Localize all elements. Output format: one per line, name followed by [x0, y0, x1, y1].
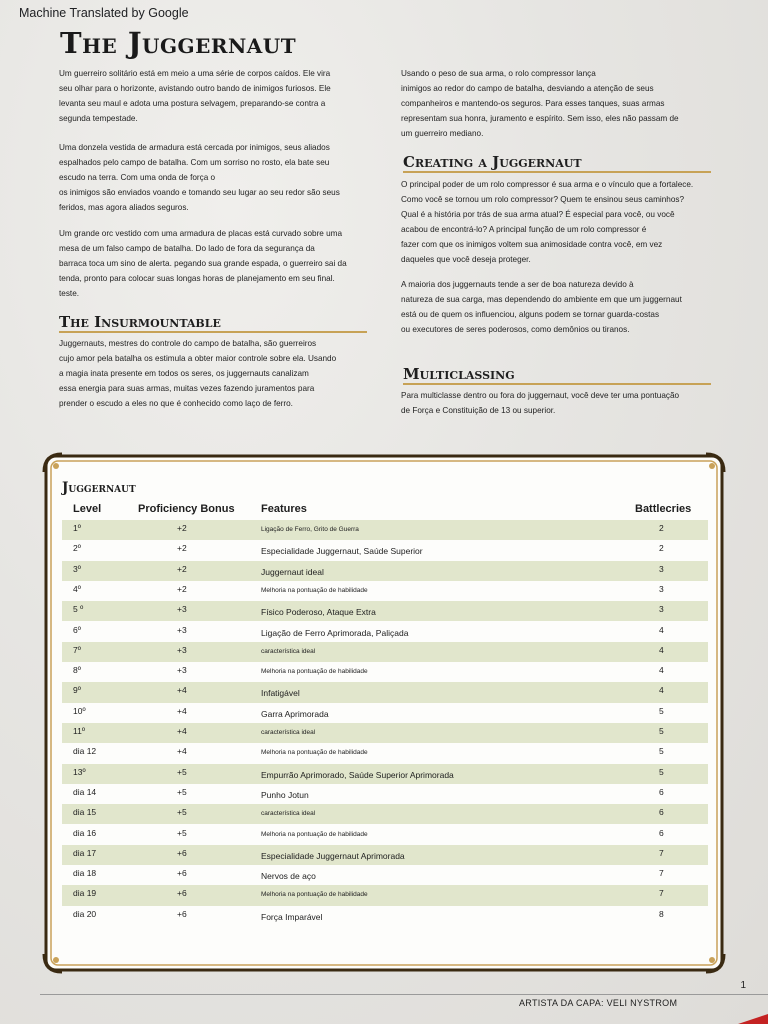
table-row — [62, 784, 708, 804]
row-level: 3º — [73, 563, 81, 574]
row-proficiency: +5 — [177, 786, 187, 797]
creating-heading: Creating a Juggernaut — [403, 153, 582, 171]
row-level: 9º — [73, 685, 81, 696]
table-row — [62, 581, 708, 601]
row-features: Nervos de aço — [261, 871, 316, 882]
cover-artist-credit: ARTISTA DA CAPA: VELI NYSTROM — [519, 998, 678, 1008]
intro-paragraph-2 — [59, 140, 379, 215]
table-row — [62, 601, 708, 621]
page-number: 1 — [740, 980, 746, 991]
insurmountable-heading: The Insurmountable — [59, 313, 221, 331]
header-level: Level — [73, 503, 102, 515]
intro-paragraph-3 — [59, 226, 379, 301]
row-level: 6º — [73, 624, 81, 635]
table-row — [62, 906, 708, 926]
row-features: Ligação de Ferro, Grito de Guerra — [261, 526, 359, 533]
row-proficiency: +5 — [177, 827, 187, 838]
row-features: Especialidade Juggernaut Aprimorada — [261, 850, 405, 861]
row-proficiency: +2 — [177, 563, 187, 574]
row-proficiency: +6 — [177, 868, 187, 879]
multiclassing-text: Para multiclasse dentro ou fora do juggernaut, você deve ter uma pontuação de Força e Constituição de 13 ou superior. — [401, 391, 680, 415]
table-row — [62, 703, 708, 723]
table-row — [62, 682, 708, 702]
table-row — [62, 885, 708, 905]
row-battlecries: 4 — [659, 665, 664, 676]
row-level: dia 19 — [73, 888, 97, 899]
row-features: Melhoria na pontuação de habilidade — [261, 668, 368, 676]
row-battlecries: 5 — [659, 705, 664, 716]
row-battlecries: 4 — [659, 644, 664, 655]
row-proficiency: +2 — [177, 523, 187, 533]
table-row — [62, 865, 708, 885]
row-features: Juggernaut ideal — [261, 566, 324, 577]
row-proficiency: +2 — [177, 583, 187, 594]
table-row — [62, 743, 708, 763]
table-row — [62, 622, 708, 642]
row-battlecries: 7 — [659, 888, 664, 899]
row-proficiency: +6 — [177, 847, 187, 858]
row-proficiency: +5 — [177, 807, 187, 818]
right-intro-paragraph — [401, 66, 721, 141]
row-proficiency: +2 — [177, 543, 187, 554]
row-battlecries: 5 — [659, 766, 664, 777]
row-features: característica ideal — [261, 729, 316, 736]
table-title: Juggernaut — [62, 480, 136, 496]
creating-paragraph-2 — [401, 277, 721, 337]
header-proficiency: Proficiency Bonus — [138, 503, 235, 515]
row-battlecries: 3 — [659, 604, 664, 615]
row-battlecries: 6 — [659, 827, 664, 838]
row-proficiency: +4 — [177, 746, 187, 757]
table-row — [62, 845, 708, 865]
row-battlecries: 6 — [659, 807, 664, 818]
table-row — [62, 825, 708, 845]
row-features: Ligação de Ferro Aprimorada, Paliçada — [261, 627, 409, 638]
row-battlecries: 4 — [659, 624, 664, 635]
row-level: 10º — [73, 705, 86, 716]
table-row — [62, 804, 708, 824]
row-features: Melhoria na pontuação de habilidade — [261, 830, 368, 838]
heading-rule — [403, 171, 711, 173]
table-row — [62, 764, 708, 784]
intro-text-3: Um grande orc vestido com uma armadura de placas está curvado sobre uma mesa de um falso campo de batalha. Do lado de fora da segurança da barraca toca um sino de alerta. pegando sua grande espada, o guerreiro sai da tenda, pronto para colocar suas longas horas de planejamento em seu final. teste. — [59, 229, 347, 298]
row-level: dia 16 — [73, 827, 97, 838]
row-battlecries: 6 — [659, 786, 664, 797]
intro-text-1: Um guerreiro solitário está em meio a uma série de corpos caídos. Ele vira seu olhar para o horizonte, avistando outro bando de inimigos furiosos. Ele levanta seu maul e adota uma postura selvagem, preparando-se contra a segunda tempestade. — [59, 69, 331, 123]
machine-translated-banner: Machine Translated by Google — [19, 6, 189, 20]
multiclassing-heading: Multiclassing — [403, 365, 515, 383]
row-level: dia 12 — [73, 746, 97, 757]
row-battlecries: 4 — [659, 685, 664, 696]
row-level: dia 14 — [73, 786, 97, 797]
row-level: 7º — [73, 644, 81, 655]
row-level: dia 18 — [73, 868, 97, 879]
row-proficiency: +4 — [177, 705, 187, 716]
corner-accent — [738, 1014, 768, 1024]
row-level: 5 º — [73, 604, 84, 615]
row-features: característica ideal — [261, 810, 316, 818]
row-level: 4º — [73, 583, 81, 594]
row-battlecries: 3 — [659, 583, 664, 594]
row-proficiency: +4 — [177, 726, 187, 736]
row-proficiency: +4 — [177, 685, 187, 696]
row-level: 11º — [73, 726, 85, 736]
table-row — [62, 520, 708, 540]
table-row — [62, 561, 708, 581]
right-intro-text: Usando o peso de sua arma, o rolo compressor lança inimigos ao redor do campo de batalha, desviando a atenção de seus companheiros e mantendo-os seguros. Para esses tanques, suas armas representam sua honra, juramento e espírito. Sem isso, eles não passam de um guerreiro mediano. — [401, 69, 679, 138]
row-level: dia 15 — [73, 807, 97, 818]
table-row — [62, 662, 708, 682]
row-proficiency: +3 — [177, 604, 187, 615]
row-proficiency: +6 — [177, 908, 187, 919]
heading-rule — [59, 331, 367, 333]
row-battlecries: 2 — [659, 523, 664, 533]
header-battlecries: Battlecries — [635, 503, 692, 515]
row-proficiency: +3 — [177, 665, 187, 676]
creating-paragraph-1 — [401, 177, 721, 267]
row-battlecries: 8 — [659, 908, 664, 919]
row-battlecries: 5 — [659, 746, 664, 757]
row-proficiency: +3 — [177, 644, 187, 655]
header-features: Features — [261, 503, 307, 515]
row-proficiency: +6 — [177, 888, 187, 899]
row-proficiency: +3 — [177, 624, 187, 635]
multiclassing-paragraph — [401, 388, 721, 418]
row-level: 1º — [73, 523, 81, 533]
row-level: 2º — [73, 543, 81, 554]
row-features: Melhoria na pontuação de habilidade — [261, 749, 368, 757]
row-features: Infatigável — [261, 688, 300, 699]
row-level: dia 20 — [73, 908, 97, 919]
row-features: característica ideal — [261, 647, 316, 655]
row-battlecries: 7 — [659, 868, 664, 879]
footer-rule — [40, 994, 768, 995]
row-features: Melhoria na pontuação de habilidade — [261, 586, 368, 594]
row-proficiency: +5 — [177, 766, 187, 777]
row-features: Garra Aprimorada — [261, 708, 329, 719]
row-features: Força Imparável — [261, 911, 323, 922]
row-battlecries: 2 — [659, 543, 664, 554]
insurmountable-text: Juggernauts, mestres do controle do campo de batalha, são guerreiros cujo amor pela batalha os estimula a obter maior controle sobre ela. Usando a magia inata presente em todos os seres, os juggernauts canalizam essa energia para suas armas, muitas vezes fazendo juramentos para prender o escudo a eles no que é conhecido como laço de ferro. — [59, 339, 337, 408]
creating-text-2: A maioria dos juggernauts tende a ser de boa natureza devido à natureza de sua carga, mas dependendo do ambiente em que um juggernaut está ou de quem os influenciou, alguns podem se tornar guarda-costas ou executores de seres poderosos, como demônios ou tiranos. — [401, 280, 682, 334]
table-row — [62, 642, 708, 662]
table-row — [62, 540, 708, 560]
row-battlecries: 5 — [659, 726, 664, 736]
row-level: 8º — [73, 665, 81, 676]
row-features: Empurrão Aprimorado, Saúde Superior Aprimorada — [261, 769, 454, 780]
row-level: dia 17 — [73, 847, 97, 858]
table-row — [62, 723, 708, 743]
intro-paragraph-1 — [59, 66, 379, 126]
row-battlecries: 3 — [659, 563, 664, 574]
row-features: Melhoria na pontuação de habilidade — [261, 891, 368, 899]
page-title: The Juggernaut — [60, 26, 297, 60]
creating-text-1: O principal poder de um rolo compressor é sua arma e o vínculo que a fortalece. Como você se tornou um rolo compressor? Quem te ensinou seus caminhos? Qual é a história por trás de sua arma atual? É especial para você, ou você acabou de encontrá-lo? A principal função de um rolo compressor é fazer com que os inimigos voltem sua animosidade contra você, em vez daqueles que você deseja proteger. — [401, 180, 694, 264]
intro-text-2: Uma donzela vestida de armadura está cercada por inimigos, seus aliados espalhados pelo campo de batalha. Com um sorriso no rosto, ela bate seu escudo na terra. Com uma onda de força o os inimigos são enviados voando e tomando seu lugar ao seu redor são seus feridos, mas agora aliados seguros. — [59, 143, 340, 212]
insurmountable-paragraph — [59, 336, 379, 411]
row-features: Punho Jotun — [261, 789, 309, 800]
row-features: Especialidade Juggernaut, Saúde Superior — [261, 546, 423, 557]
row-level: 13º — [73, 766, 86, 777]
row-features: Físico Poderoso, Ataque Extra — [261, 607, 376, 618]
heading-rule — [403, 383, 711, 385]
row-battlecries: 7 — [659, 847, 664, 858]
